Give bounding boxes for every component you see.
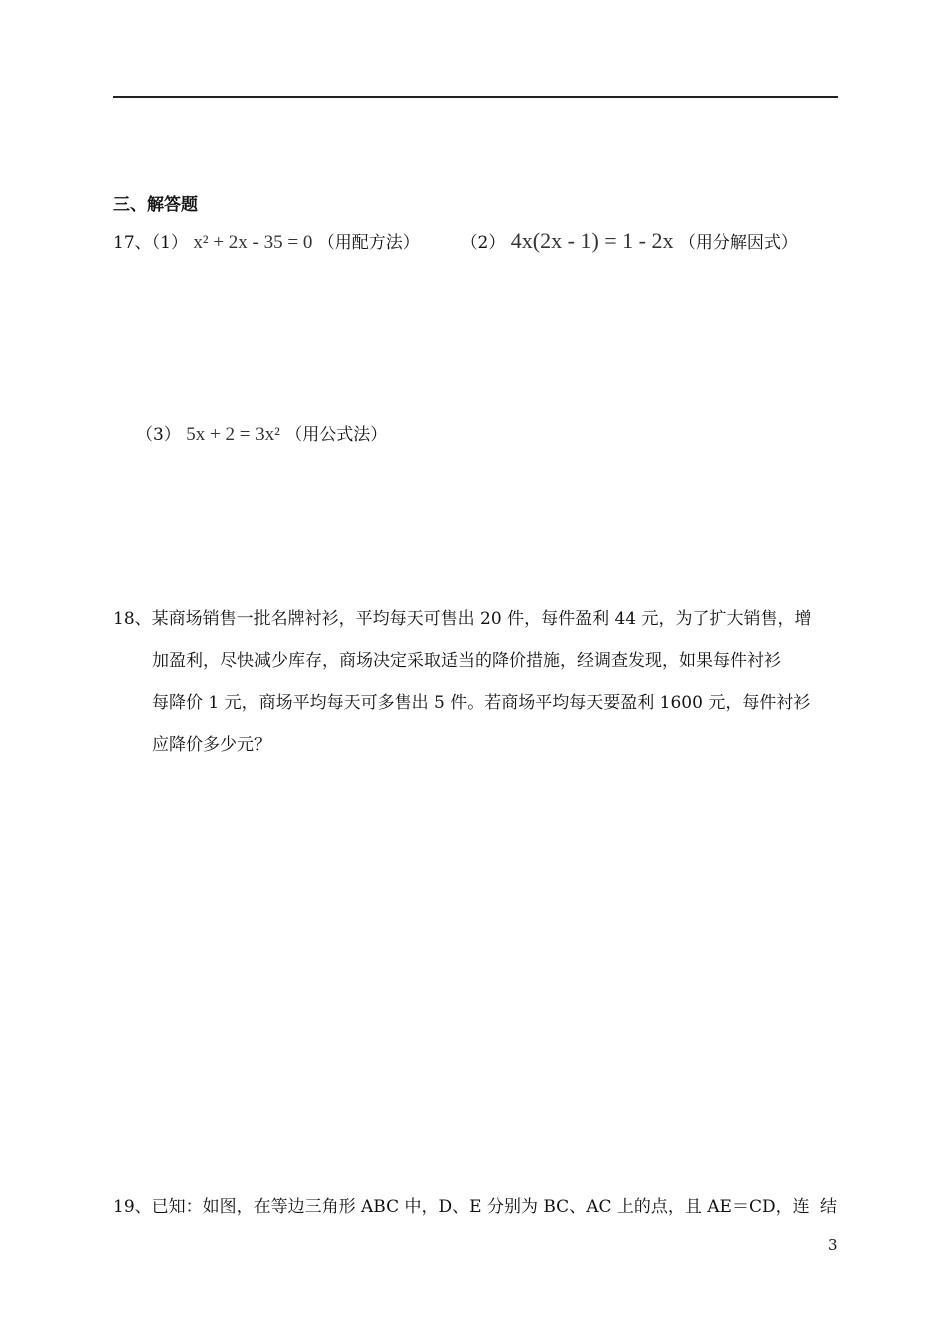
question-17-line: [113, 228, 798, 254]
q18-line-3: 每降价 1 元，商场平均每天可多售出 5 件。若商场平均每天要盈利 1600 元，每件衬衫: [152, 693, 811, 713]
q17-part2-equation: 4x(2x - 1) = 1 - 2x: [510, 228, 674, 253]
q19-text: 19、已知：如图，在等边三角形 ABC 中，D、E 分别为 BC、AC 上的点，且 AE＝CD，连: [113, 1197, 810, 1217]
q17-number: 17、: [113, 233, 152, 253]
question-17-part3-line: [136, 420, 387, 446]
q17-part1-method: （用配方法）: [317, 233, 420, 253]
q17-part2-method: （用分解因式）: [678, 233, 798, 253]
q17-part1-label: （1）: [151, 233, 188, 253]
question-19-line: [113, 1192, 810, 1217]
q17-part1-equation: x² + 2x - 35 = 0: [193, 232, 313, 253]
section-title: 三、解答题: [113, 195, 198, 215]
q18-line-2: 加盈利，尽快减少库存，商场决定采取适当的降价措施，经调查发现，如果每件衬衫: [152, 651, 781, 671]
header-rule: [113, 96, 838, 98]
q18-line-4: 应降价多少元？: [152, 735, 271, 755]
question-18: [113, 598, 839, 766]
q17-part3-method: （用公式法）: [285, 425, 388, 445]
page-number: 3: [828, 1236, 838, 1254]
q19-tail: 结: [820, 1197, 837, 1217]
q17-part2-label: （2）: [460, 233, 506, 253]
q17-part3-equation: 5x + 2 = 3x²: [186, 424, 280, 445]
q17-part3-label: （3）: [136, 425, 181, 445]
q18-line-1: 18、某商场销售一批名牌衬衫，平均每天可售出 20 件，每件盈利 44 元，为了扩大销售，增: [113, 609, 812, 629]
